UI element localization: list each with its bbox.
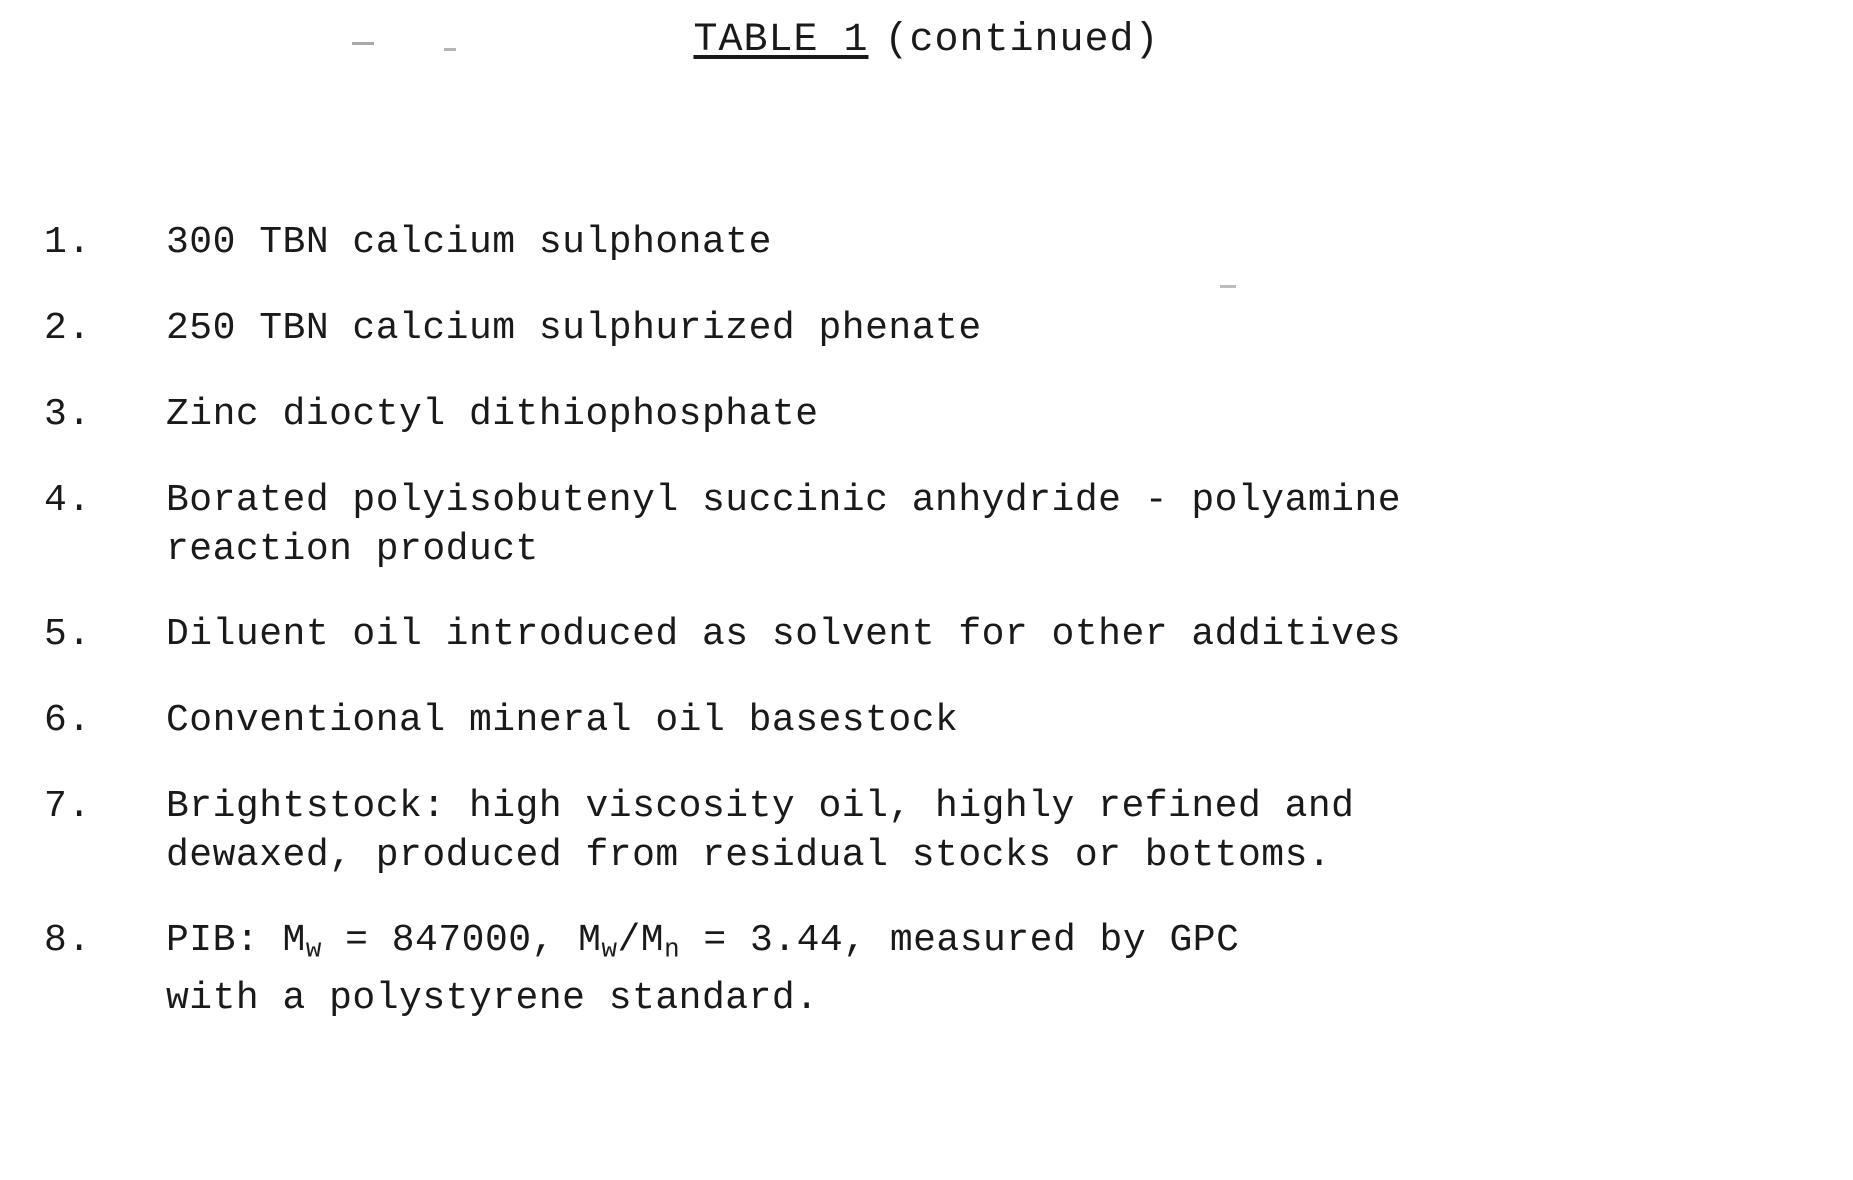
list-item	[44, 390, 1834, 440]
list-item-number: 5.	[44, 613, 92, 656]
scan-artifact-icon	[352, 42, 374, 45]
list-item-text-formatted	[166, 916, 1834, 1023]
list-item-number: 3.	[44, 393, 92, 436]
pib-mid2: /M	[617, 919, 665, 962]
table-title-suffix: (continued)	[884, 18, 1160, 63]
subscript-n: n	[664, 934, 681, 965]
list-item-text: 250 TBN calcium sulphurized phenate	[166, 307, 982, 350]
subscript-w: w	[601, 934, 618, 965]
pib-line2: with a polystyrene standard.	[166, 977, 819, 1021]
list-item	[44, 610, 1834, 660]
list-item-text: 300 TBN calcium sulphonate	[166, 221, 772, 264]
pib-mid3: = 3.44, measured by GPC	[680, 919, 1240, 962]
list-item-text: Borated polyisobutenyl succinic anhydride - polyamine reaction product	[166, 479, 1402, 571]
list-item	[44, 916, 1834, 1023]
table-title: TABLE 1	[693, 18, 869, 63]
page-title	[0, 18, 1853, 63]
list-item-text: Brightstock: high viscosity oil, highly refined and dewaxed, produced from residual stocks or bottoms.	[166, 785, 1355, 877]
list-item-number: 4.	[44, 479, 92, 522]
subscript-w: w	[305, 934, 322, 965]
list-item-number: 8.	[44, 919, 92, 962]
scan-artifact-icon	[444, 48, 456, 51]
list-item-number: 1.	[44, 221, 92, 264]
list-item-number: 6.	[44, 699, 92, 742]
list-item	[44, 696, 1834, 746]
pib-prefix: PIB: M	[166, 919, 306, 962]
list-item-number: 2.	[44, 307, 92, 350]
list-item-text: Conventional mineral oil basestock	[166, 699, 959, 742]
list-item-text: Zinc dioctyl dithiophosphate	[166, 393, 819, 436]
list-item	[44, 304, 1834, 354]
pib-mid1: = 847000, M	[321, 919, 602, 962]
list-item	[44, 782, 1834, 880]
footnote-list	[44, 218, 1834, 1059]
list-item	[44, 476, 1834, 574]
list-item-text: Diluent oil introduced as solvent for other additives	[166, 613, 1402, 656]
list-item-number: 7.	[44, 785, 92, 828]
list-item	[44, 218, 1834, 268]
